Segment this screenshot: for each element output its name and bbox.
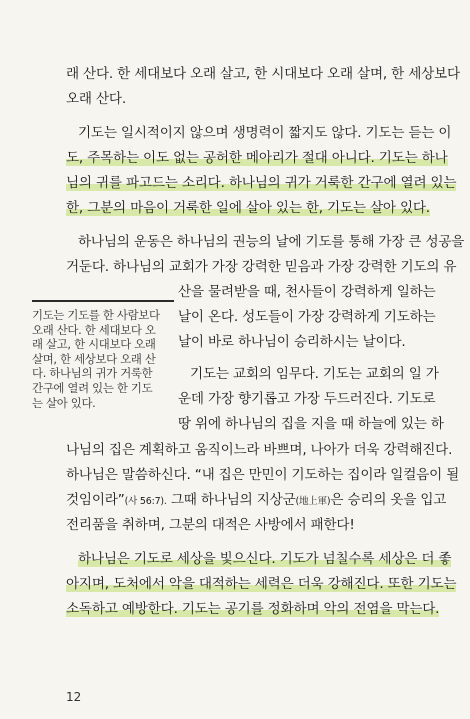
highlighted-text: 도, 주목하는 이도 없는 공허한 메아리가 절대 아니다. 기도는 하나 [66, 150, 448, 166]
body-line: 날이 온다. 성도들이 가장 강력하게 기도하는 [178, 309, 436, 325]
highlighted-text: 소독하고 예방한다. 기도는 공기를 정화하며 악의 전염을 막는다. [66, 601, 440, 617]
body-text: 그때 하나님의 지상군 [166, 492, 296, 508]
body-text: 은 승리의 옷을 입고 [330, 492, 447, 508]
highlighted-text: 님의 귀를 파고드는 소리다. 하나님의 귀가 거룩한 간구에 열려 있는 [66, 175, 457, 191]
hanja-gloss: (地上軍) [295, 496, 331, 507]
body-line: 오래 산다. [66, 91, 126, 107]
sidebar-line: 기도는 기도를 한 사람보다 [32, 308, 160, 322]
body-line: 거둔다. 하나님의 교회가 가장 강력한 믿음과 가장 강력한 기도의 유 [66, 259, 457, 275]
highlighted-text: 하나님은 기도로 세상을 빛으신다. 기도가 넘칠수록 세상은 더 좋 [78, 551, 452, 567]
quote-end: 것임이라” [66, 492, 125, 508]
body-line: 기도는 교회의 임무다. 기도는 교회의 일 가 [190, 366, 439, 382]
body-line: 날이 바로 하나님이 승리하시는 날이다. [178, 334, 406, 350]
body-line: 래 산다. 한 세대보다 오래 살고, 한 시대보다 오래 살며, 한 세상보다 [66, 66, 460, 82]
highlighted-text: 한, 그분의 마음이 거룩한 일에 살아 있는 한, 기도는 살아 있다. [66, 200, 430, 216]
pull-quote-sidebar [32, 300, 174, 410]
body-line: 운데 가장 향기롭고 가장 두드러진다. 기도로 [178, 391, 436, 407]
sidebar-line: 살며, 한 세상보다 오래 산 [32, 351, 156, 366]
body-line: 나님의 집은 계획하고 움직이느라 바쁘며, 나아가 더욱 강력해진다. [66, 442, 453, 458]
page-number: 12 [66, 690, 82, 704]
sidebar-line: 다. 하나님의 귀가 거룩한 [32, 366, 153, 381]
highlighted-text: 아지며, 도처에서 악을 대적하는 세력은 더욱 강해진다. 또한 기도는 [66, 576, 457, 592]
body-line [66, 148, 448, 168]
body-line: 하나님은 말씀하신다. “내 집은 만민이 기도하는 집이라 일컬음이 될 [66, 467, 460, 483]
sidebar-line: 는 살아 있다. [32, 395, 96, 410]
body-line: 하나님의 운동은 하나님의 권능의 날에 기도를 통해 가장 큰 성공을 [78, 234, 465, 250]
body-line [66, 574, 457, 594]
body-line [66, 173, 457, 193]
body-line: 전리품을 취하며, 그분의 대적은 사방에서 패한다! [66, 517, 355, 533]
body-line: 산을 물려받을 때, 천사들이 강력하게 일하는 [178, 284, 436, 300]
sidebar-line: 간구에 열려 있는 한 기도 [32, 380, 153, 395]
sidebar-line: 래 살고, 한 시대보다 오래 [32, 337, 156, 352]
body-line [66, 599, 440, 619]
body-line: 땅 위에 하나님의 집을 지을 때 하늘에 있는 하 [178, 416, 444, 432]
body-line [66, 490, 447, 512]
scripture-reference: (사 56:7). [124, 496, 167, 507]
body-line: 기도는 일시적이지 않으며 생명력이 짧지도 않다. 기도는 듣는 이 [78, 125, 452, 141]
sidebar-line: 오래 산다. 한 세대보다 오 [32, 322, 156, 337]
body-line [78, 549, 452, 569]
body-line [66, 198, 430, 218]
